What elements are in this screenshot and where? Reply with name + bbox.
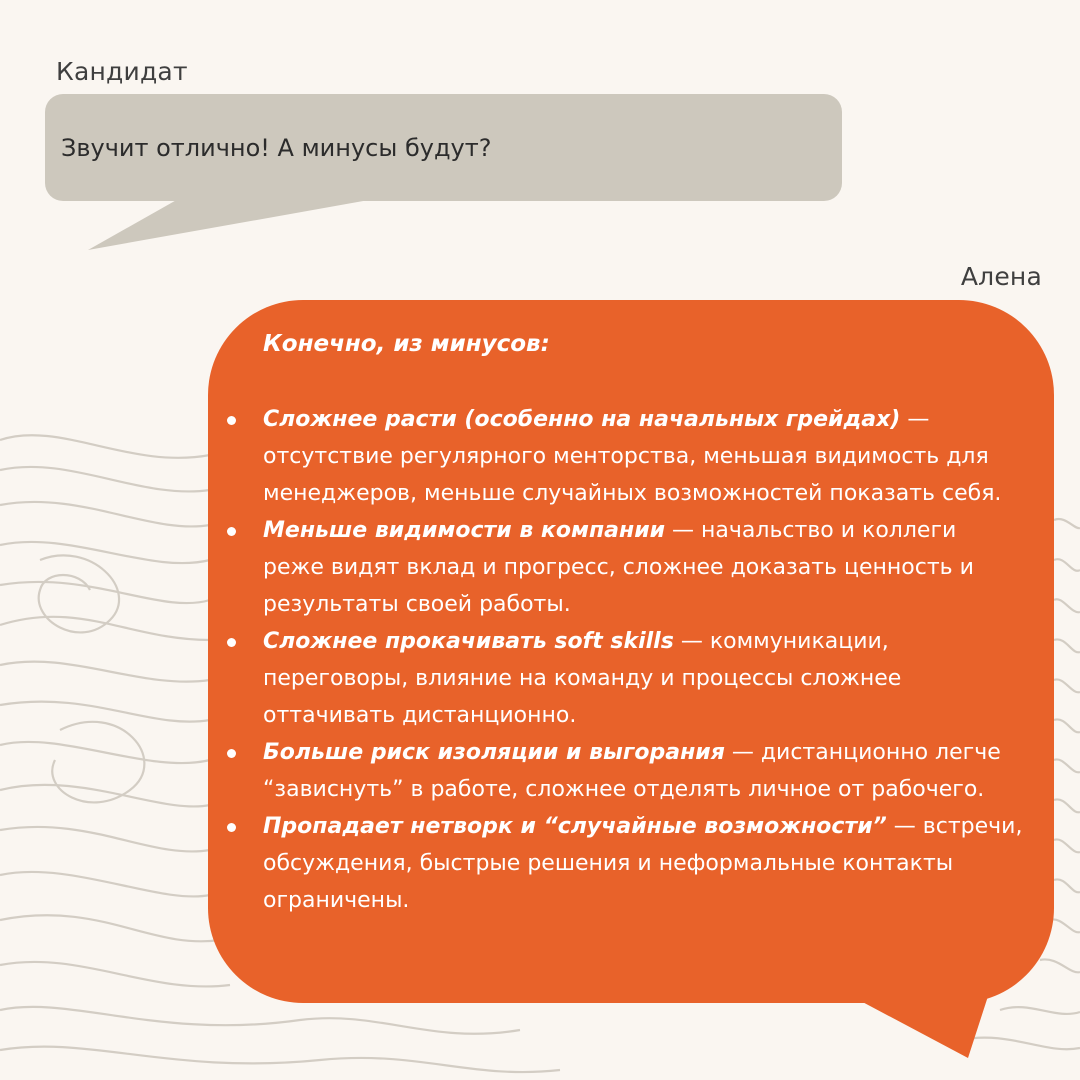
- alena-message-title: Конечно, из минусов:: [263, 331, 550, 357]
- cons-item-text: — коммуникации, переговоры, влияние на команду и процессы сложнее оттачивать дистанционно.: [263, 629, 902, 728]
- speaker-name-candidate: Кандидат: [56, 57, 188, 86]
- bullet-dot-icon: [227, 638, 236, 647]
- bullet-dot-icon: [227, 823, 236, 832]
- cons-list-item: [263, 623, 1023, 734]
- cons-item-text: — отсутствие регулярного менторства, меньшая видимость для менеджеров, меньше случайных возможностей показать себя.: [263, 407, 1002, 506]
- cons-item-text: — начальство и коллеги реже видят вклад и прогресс, сложнее доказать ценность и результаты своей работы.: [263, 518, 974, 617]
- candidate-bubble-tail: [88, 198, 380, 250]
- candidate-message-bubble: [45, 94, 842, 201]
- alena-message-content: [263, 326, 1023, 919]
- candidate-message-text: Звучит отлично! А минусы будут?: [61, 133, 492, 162]
- cons-list: [263, 401, 1023, 919]
- bullet-dot-icon: [227, 416, 236, 425]
- cons-item-title: Сложнее прокачивать soft skills: [263, 629, 674, 654]
- cons-item-title: Меньше видимости в компании: [263, 518, 666, 543]
- cons-item-title: Сложнее расти (особенно на начальных грейдах): [263, 407, 901, 432]
- cons-list-item: [263, 734, 1023, 808]
- cons-item-text: — встречи, обсуждения, быстрые решения и неформальные контакты ограничены.: [263, 814, 1023, 913]
- cons-list-item: [263, 512, 1023, 623]
- bullet-dot-icon: [227, 749, 236, 758]
- cons-item-title: Пропадает нетворк и “случайные возможности”: [263, 814, 887, 839]
- cons-item-text: — дистанционно легче “зависнуть” в работе, сложнее отделять личное от рабочего.: [263, 740, 1001, 802]
- cons-list-item: [263, 401, 1023, 512]
- cons-item-title: Больше риск изоляции и выгорания: [263, 740, 725, 765]
- bullet-dot-icon: [227, 527, 236, 536]
- cons-list-item: [263, 808, 1023, 919]
- speaker-name-alena: Алена: [960, 262, 1042, 291]
